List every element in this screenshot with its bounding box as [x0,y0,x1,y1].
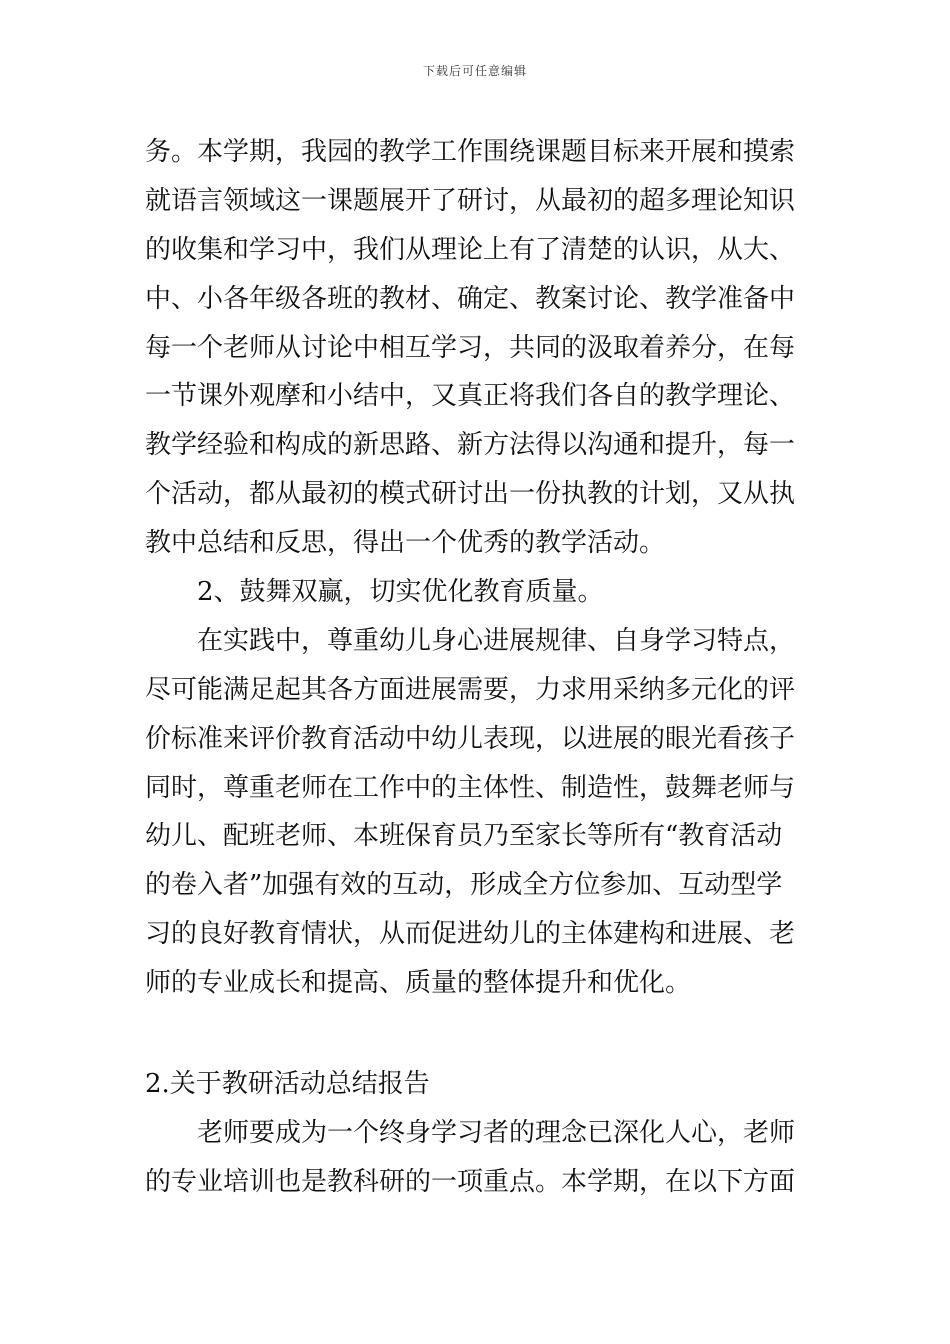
paragraph-line: 同时，尊重老师在工作中的主体性、制造性，鼓舞老师与 [145,772,796,803]
paragraph-line: 老师要成为一个终身学习者的理念已深化人心，老师 [197,1117,796,1148]
page-header: 下载后可任意编辑 [422,64,527,78]
paragraph-line: 一节课外观摩和小结中，又真正将我们各自的教学理论、 [145,381,796,412]
paragraph-line: 在实践中，尊重幼儿身心进展规律、自身学习特点， [197,625,796,656]
paragraph-line: 个活动，都从最初的模式研讨出一份执教的计划，又从执 [145,479,796,510]
paragraph-line: 就语言领域这一课题展开了研讨，从最初的超多理论知识 [145,185,796,216]
paragraph-line: 教中总结和反思，得出一个优秀的教学活动。 [145,528,666,559]
paragraph-line: 教学经验和构成的新思路、新方法得以沟通和提升，每一 [145,430,796,461]
document-body [145,128,810,1207]
paragraph-line: 习的良好教育情状，从而促进幼儿的主体建构和进展、老 [145,919,796,950]
paragraph-line: 幼儿、配班老师、本班保育员乃至家长等所有“教育活动 [145,821,783,852]
paragraph-line: 的专业培训也是教科研的一项重点。本学期，在以下方面 [145,1166,796,1197]
paragraph-line: 的收集和学习中，我们从理论上有了清楚的认识，从大、 [145,234,796,265]
section-title: 2.关于教研活动总结报告 [145,1069,430,1100]
paragraph-line: 的卷入者”加强有效的互动，形成全方位参加、互动型学 [145,870,783,901]
paragraph-line: 务。本学期，我园的教学工作围绕课题目标来开展和摸索 [145,137,796,167]
section-gap [145,1008,810,1060]
paragraph-line: 价标准来评价教育活动中幼儿表现，以进展的眼光看孩子 [145,723,796,754]
paragraph-line: 每一个老师从讨论中相互学习，共同的汲取着养分，在每 [145,332,796,363]
paragraph-line: 师的专业成长和提高、质量的整体提升和优化。 [145,968,692,999]
paragraph-line: 中、小各年级各班的教材、确定、教案讨论、教学准备中 [145,283,796,314]
paragraph-line: 尽可能满足起其各方面进展需要，力求用采纳多元化的评 [145,674,796,705]
subheading-line: 2、鼓舞双赢，切实优化教育质量。 [197,577,604,608]
